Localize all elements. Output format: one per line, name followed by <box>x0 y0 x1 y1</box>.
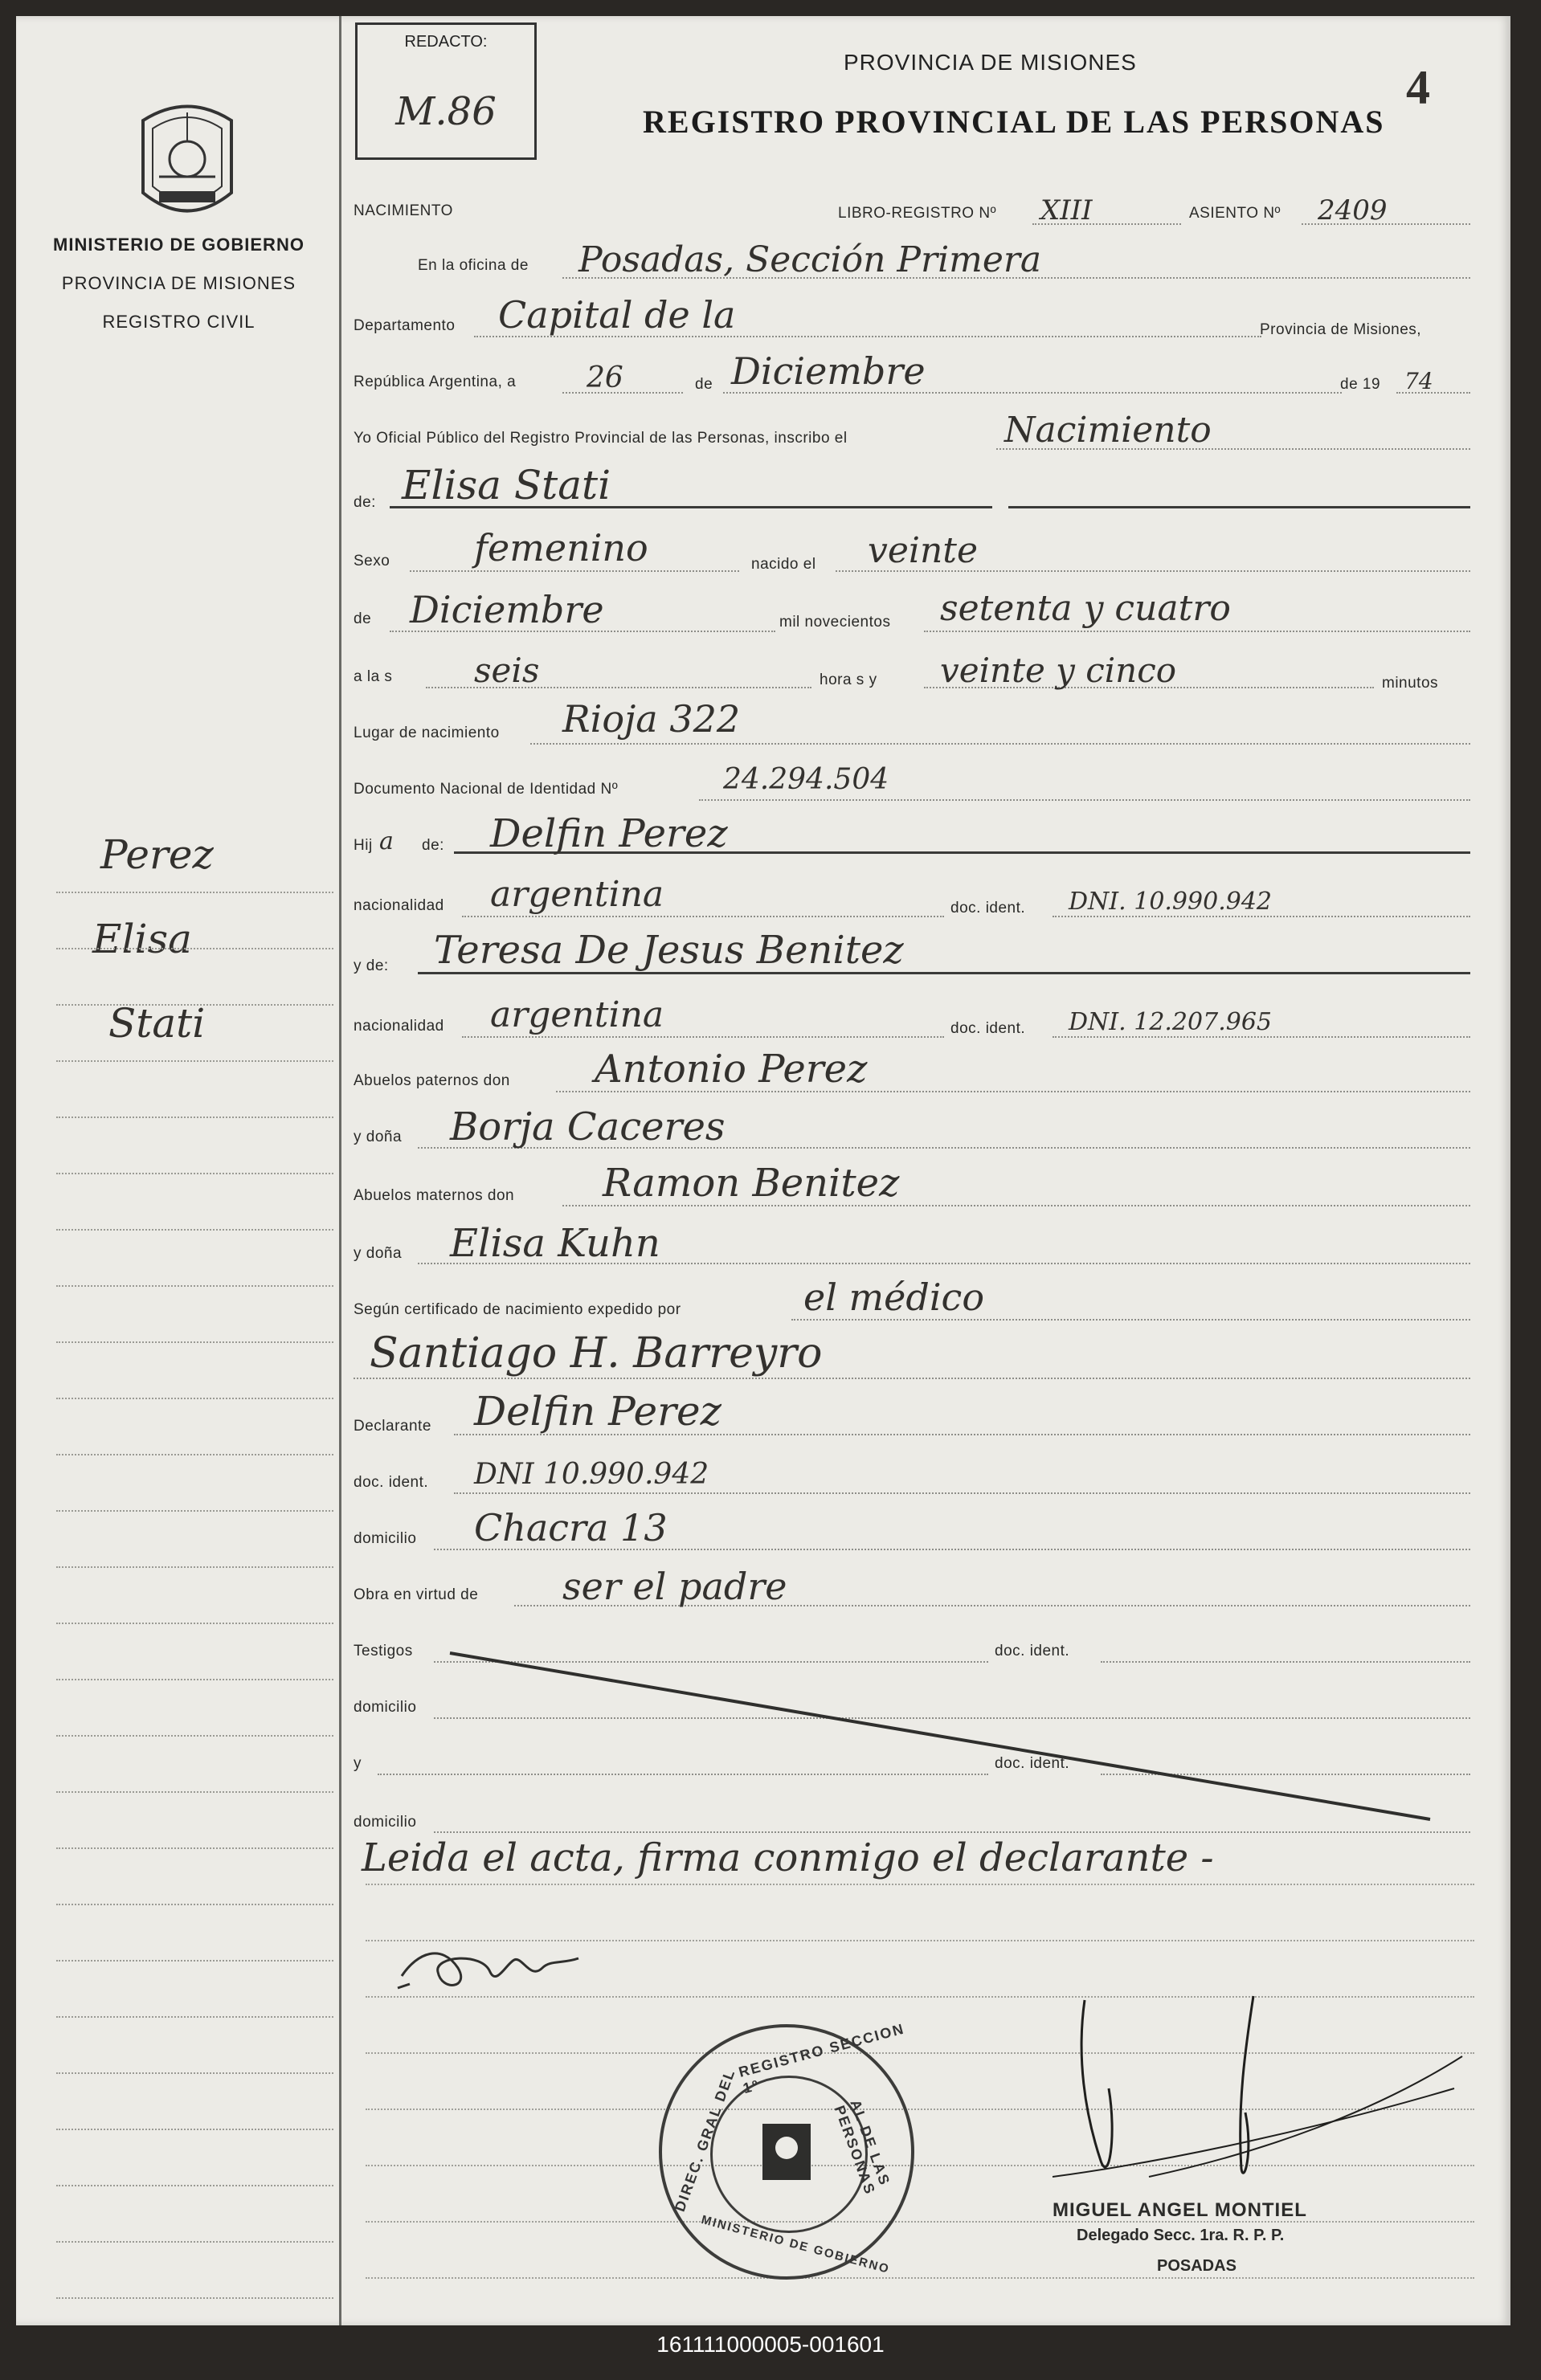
provincia-suffix: Provincia de Misiones, <box>1260 321 1422 338</box>
mes-value: Diciembre <box>731 349 926 393</box>
testigos-label: Testigos <box>354 1643 413 1659</box>
province-label: PROVINCIA DE MISIONES <box>61 273 296 293</box>
domicilio-value: Chacra 13 <box>474 1506 668 1549</box>
abuelo-paterno: Antonio Perez <box>595 1047 868 1092</box>
libro-value: XIII <box>1040 194 1093 227</box>
nacido-label: nacido el <box>751 556 816 573</box>
y-dona2-label: y doña <box>354 1245 403 1262</box>
document-code: 161111000005-001601 <box>656 2332 885 2357</box>
declarante-label: Declarante <box>354 1418 431 1435</box>
nacionalidad-label: nacionalidad <box>354 897 444 914</box>
declarante-doc: DNI 10.990.942 <box>474 1458 709 1491</box>
official-city: POSADAS <box>1157 2257 1236 2275</box>
nacido-dia-value: veinte <box>868 530 979 571</box>
de2-label: de <box>354 610 372 627</box>
abuela-materna: Elisa Kuhn <box>450 1221 660 1266</box>
domicilio-label: domicilio <box>354 1530 417 1547</box>
nacido-anio-value: setenta y cuatro <box>940 588 1231 629</box>
page-title: REGISTRO PROVINCIAL DE LAS PERSONAS <box>643 104 1385 140</box>
sexo-label: Sexo <box>354 553 390 569</box>
madre-nacionalidad-label: nacionalidad <box>354 1018 444 1035</box>
y-dona-label: y doña <box>354 1129 403 1145</box>
nombre-value: Elisa Stati <box>402 462 611 508</box>
testigo2-domicilio-label: domicilio <box>354 1814 417 1831</box>
sexo-value: femenino <box>474 526 648 569</box>
stamp-left-text: DIREC. GRAL DEL <box>671 2066 738 2214</box>
stamp-right-text: AL DE LAS PERSONAS <box>831 2097 893 2198</box>
margin-firstname: Elisa <box>92 916 192 962</box>
anio-value: 74 <box>1404 368 1433 394</box>
official-name: MIGUEL ANGEL MONTIEL <box>1053 2199 1307 2221</box>
madre-doc-label: doc. ident. <box>950 1020 1026 1037</box>
mil-label: mil novecientos <box>779 614 891 631</box>
left-margin-column <box>16 16 341 2325</box>
official-stamp <box>659 2020 914 2280</box>
oficina-value: Posadas, Sección Primera <box>578 239 1042 280</box>
certificado-value: el médico <box>803 1276 985 1319</box>
documento-value: 24.294.504 <box>723 763 889 796</box>
departamento-label: Departamento <box>354 317 456 334</box>
provincial-seal-icon <box>135 96 239 225</box>
abuelos-paternos-label: Abuelos paternos don <box>354 1072 510 1089</box>
obra-value: ser el padre <box>562 1565 787 1608</box>
departamento-value: Capital de la <box>498 293 736 337</box>
obra-label: Obra en virtud de <box>354 1586 479 1603</box>
inscribo-value: Nacimiento <box>1004 410 1212 451</box>
de-nombre-label: de: <box>354 494 376 511</box>
y-de-label: y de: <box>354 957 389 974</box>
official-signature-icon <box>1053 1992 1470 2193</box>
libro-label: LIBRO-REGISTRO Nº <box>838 205 997 222</box>
abuela-paterna: Borja Caceres <box>450 1104 726 1149</box>
leida-text: Leida el acta, firma conmigo el declarante - <box>362 1835 1214 1880</box>
stamp-emblem-icon <box>750 2116 823 2188</box>
redacto-value: M.86 <box>395 89 497 134</box>
anio-label: de 19 <box>1340 376 1381 393</box>
nacimiento-label: NACIMIENTO <box>354 202 453 219</box>
register-page <box>16 16 1510 2325</box>
testigo-domicilio-label: domicilio <box>354 1699 417 1716</box>
hora-value: seis <box>474 651 540 690</box>
doc-ident-label: doc. ident. <box>950 900 1026 916</box>
madre-value: Teresa De Jesus Benitez <box>434 928 904 973</box>
testigo2-doc-label: doc. ident. <box>995 1755 1070 1772</box>
strike-through-line <box>442 1647 1438 1831</box>
lugar-label: Lugar de nacimiento <box>354 725 500 741</box>
ministry-label: MINISTERIO DE GOBIERNO <box>53 235 305 255</box>
abuelos-maternos-label: Abuelos maternos don <box>354 1187 515 1204</box>
official-title: Delegado Secc. 1ra. R. P. P. <box>1077 2227 1285 2244</box>
header-province: PROVINCIA DE MISIONES <box>844 50 1137 75</box>
asiento-value: 2409 <box>1318 194 1388 227</box>
a-la-label: a la s <box>354 668 393 685</box>
margin-surname: Perez <box>100 831 214 878</box>
madre-doc: DNI. 12.207.965 <box>1069 1008 1272 1036</box>
redacto-label: REDACTO: <box>404 33 488 51</box>
padre-nacionalidad: argentina <box>490 874 664 915</box>
page-number: 4 <box>1406 61 1430 114</box>
nacido-mes-value: Diciembre <box>410 588 604 631</box>
declarante-signature-icon <box>394 1936 587 2000</box>
lugar-value: Rioja 322 <box>562 697 741 741</box>
dia-value: 26 <box>587 361 623 394</box>
republica-label: República Argentina, a <box>354 374 517 390</box>
stamp-top-text: REGISTRO SECCION 1º <box>737 2020 907 2097</box>
testigos-doc-label: doc. ident. <box>995 1643 1070 1659</box>
margin-secondname: Stati <box>108 1000 206 1047</box>
oficina-label: En la oficina de <box>418 257 529 274</box>
horas-label: hora s y <box>820 672 877 688</box>
minutos-value: veinte y cinco <box>940 651 1177 690</box>
registry-label: REGISTRO CIVIL <box>102 312 255 332</box>
minutos-label: minutos <box>1382 675 1439 692</box>
de-label: de <box>695 376 713 393</box>
medico-value: Santiago H. Barreyro <box>370 1329 823 1378</box>
abuelo-materno: Ramon Benitez <box>603 1161 900 1206</box>
hijo-label: Hij <box>354 837 373 854</box>
padre-value: Delfin Perez <box>490 811 728 856</box>
declarante-doc-label: doc. ident. <box>354 1474 429 1491</box>
declarante-value: Delfin Perez <box>474 1388 721 1435</box>
column-divider <box>339 16 341 2325</box>
redacto-box <box>355 22 537 160</box>
madre-nacionalidad: argentina <box>490 994 664 1035</box>
asiento-label: ASIENTO Nº <box>1189 205 1281 222</box>
padre-doc: DNI. 10.990.942 <box>1069 888 1272 916</box>
y-label: y <box>354 1755 362 1772</box>
hijo-suffix: a <box>379 827 394 855</box>
hijo-de-label: de: <box>422 837 444 854</box>
certificado-label: Según certificado de nacimiento expedido por <box>354 1301 681 1318</box>
stamp-bottom-text: MINISTERIO DE GOBIERNO <box>699 2212 892 2277</box>
yo-oficial-label: Yo Oficial Público del Registro Provincial de las Personas, inscribo el <box>354 430 848 447</box>
documento-label: Documento Nacional de Identidad Nº <box>354 781 619 798</box>
